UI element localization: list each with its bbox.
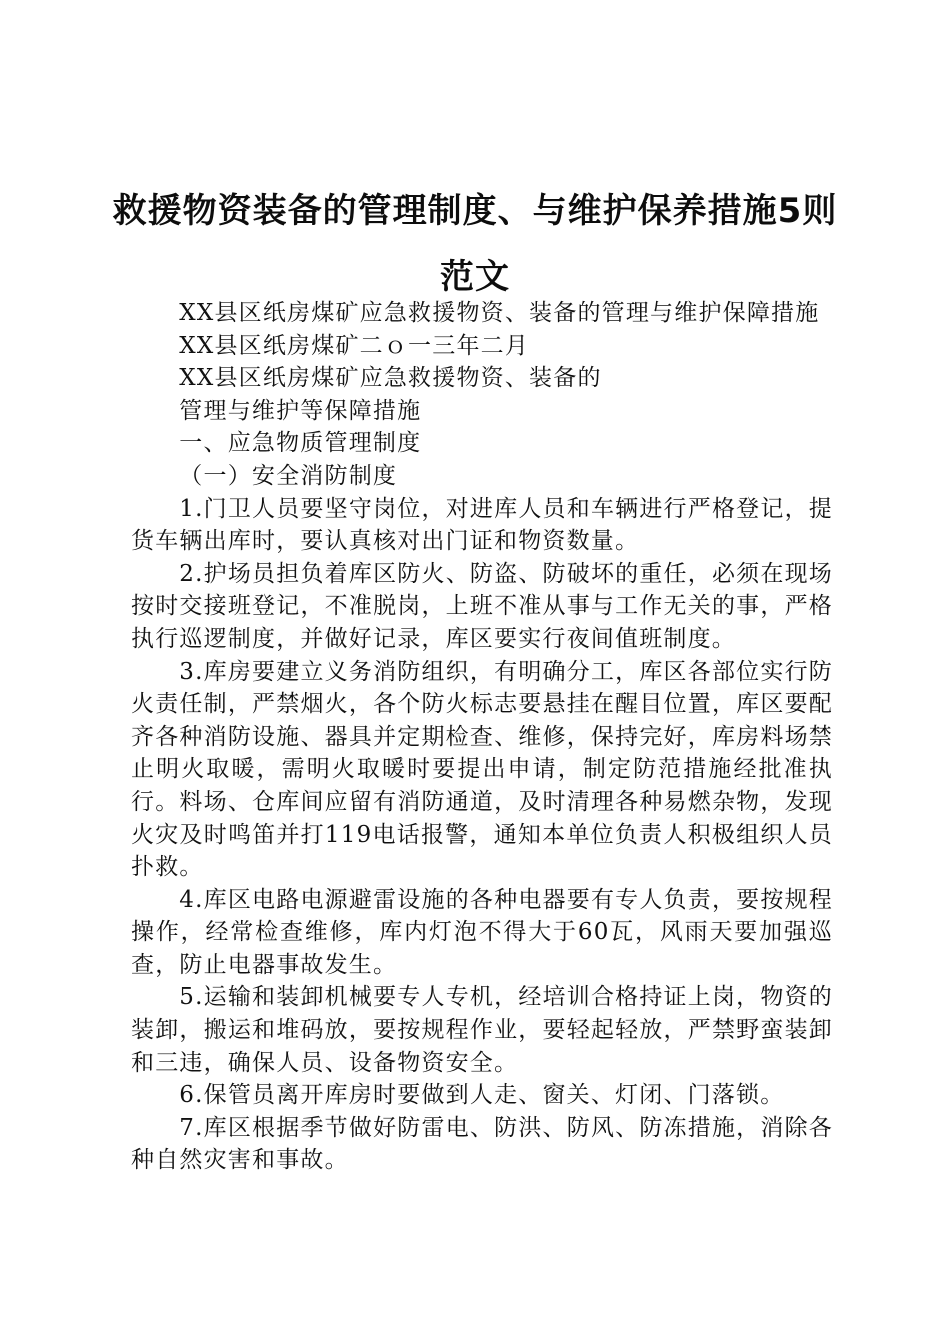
paragraph-heading-line-2: 管理与维护等保障措施 [179, 397, 422, 424]
rule-item-1: 1.门卫人员要坚守岗位，对进库人员和车辆进行严格登记，提货车辆出库时，要认真核对出门证和物资数量。 [131, 495, 833, 555]
rule-item-4: 4.库区电路电源避雷设施的各种电器要有专人负责，要按规程操作，经常检查维修，库内灯泡不得大于60瓦，风雨天要加强巡查，防止电器事故发生。 [131, 886, 833, 978]
paragraph-heading-line-1: XX县区纸房煤矿应急救援物资、装备的 [179, 365, 602, 392]
rule-item-3: 3.库房要建立义务消防组织，有明确分工，库区各部位实行防火责任制，严禁烟火，各个防火标志要悬挂在醒目位置，库区要配齐各种消防设施、器具并定期检查、维修，保持完好，库房料场禁止明火取暖，需明火取暖时要提出申请，制定防范措施经批准执行。料场、仓库间应留有消防通道，及时清理各种易燃杂物，发现火灾及时鸣笛并打119电话报警，通知本单位负责人积极组织人员扑救。 [131, 658, 833, 881]
paragraph-date: XX县区纸房煤矿二ｏ一三年二月 [179, 332, 530, 359]
subsection-heading: （一）安全消防制度 [179, 462, 398, 489]
rule-item-6: 6.保管员离开库房时要做到人走、窗关、灯闭、门落锁。 [179, 1082, 785, 1109]
rule-item-5: 5.运输和装卸机械要专人专机，经培训合格持证上岗，物资的装卸，搬运和堆码放，要按规程作业，要轻起轻放，严禁野蛮装卸和三违，确保人员、设备物资安全。 [131, 984, 833, 1076]
document-body [131, 297, 833, 1177]
rule-item-7: 7.库区根据季节做好防雷电、防洪、防风、防冻措施，消除各种自然灾害和事故。 [131, 1114, 833, 1174]
paragraph-subtitle: XX县区纸房煤矿应急救援物资、装备的管理与维护保障措施 [179, 300, 820, 326]
rule-item-2: 2.护场员担负着库区防火、防盗、防破坏的重任，必须在现场按时交接班登记，不准脱岗，上班不准从事与工作无关的事，严格执行巡逻制度，并做好记录，库区要实行夜间值班制度。 [131, 560, 833, 652]
document-title: 救援物资装备的管理制度、与维护保养措施5则范文 [112, 191, 838, 297]
section-heading: 一、应急物质管理制度 [179, 430, 422, 457]
